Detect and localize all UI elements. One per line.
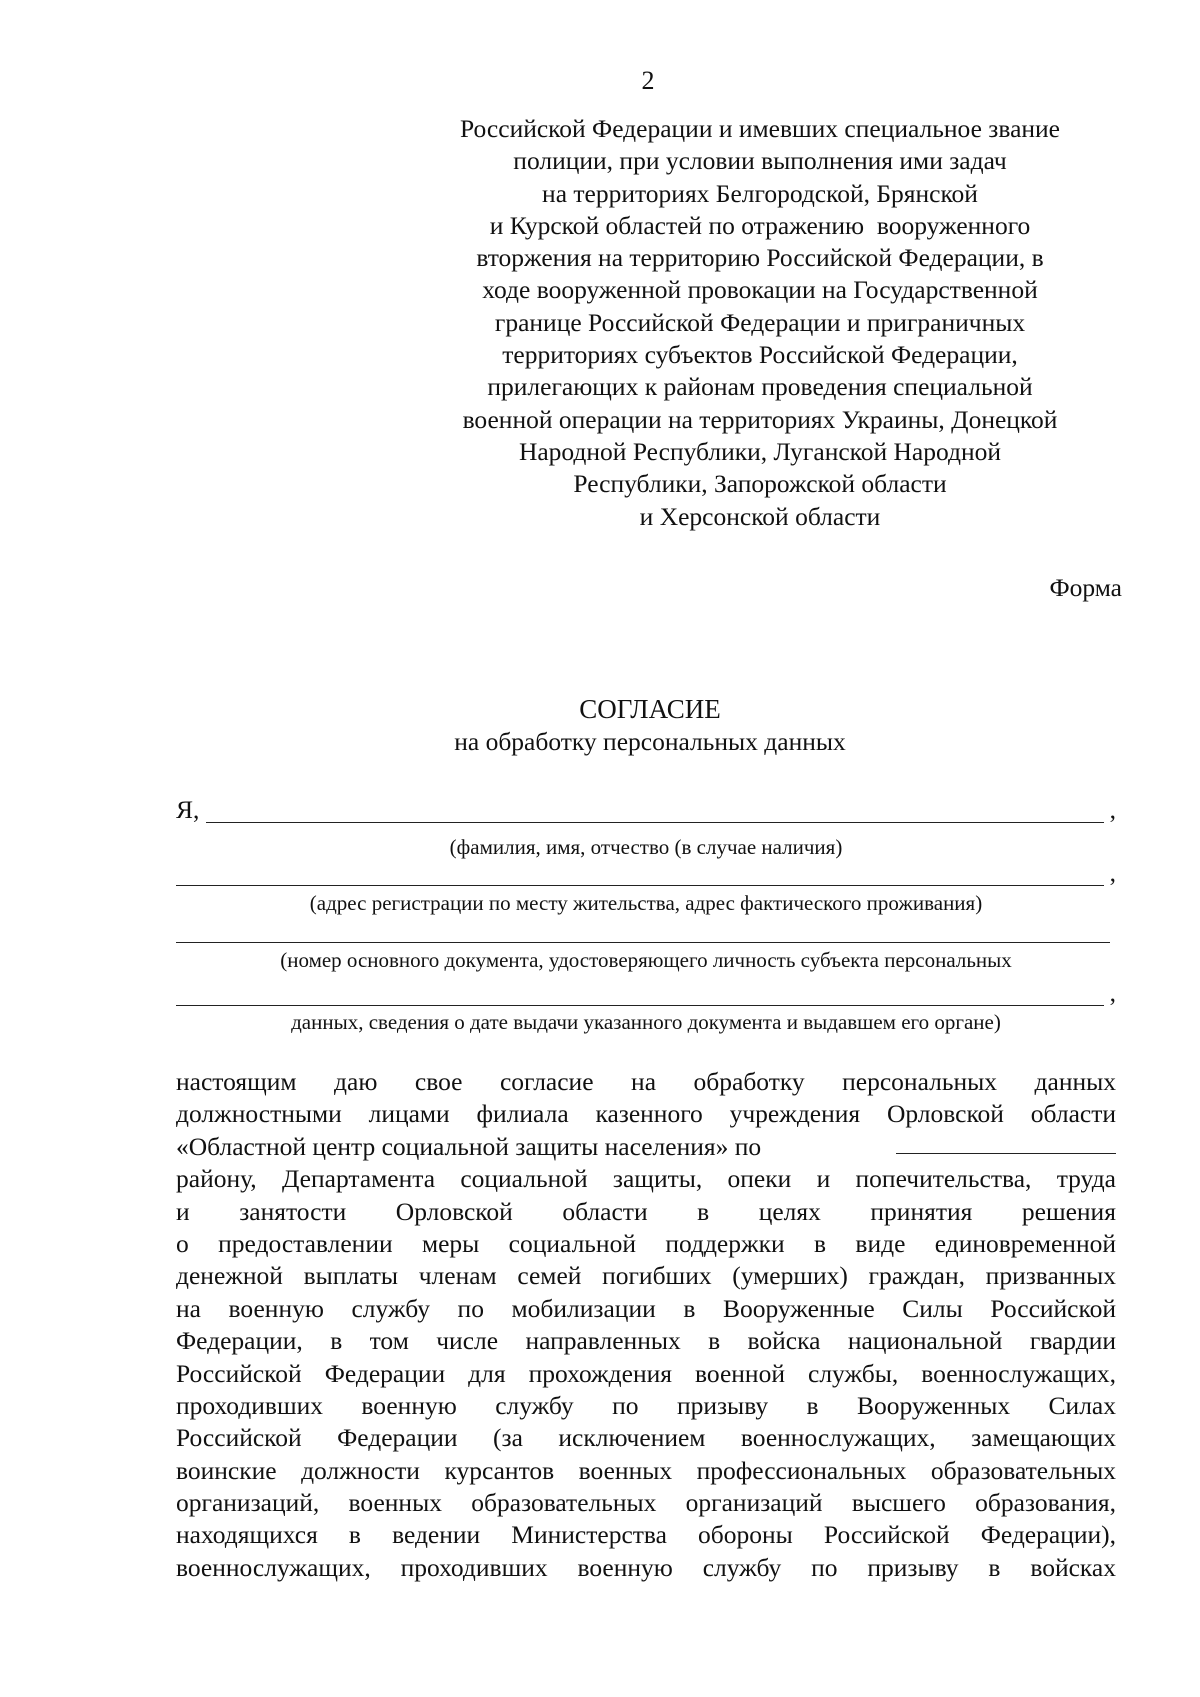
header-line: и Курской областей по отражению вооруженного	[489, 210, 1031, 240]
body-word: Орловской	[395, 1196, 513, 1226]
document-field[interactable]	[176, 915, 1116, 945]
body-line: военнослужащих, проходивших военную службу по призыву в войсках	[176, 1552, 1116, 1582]
body-line: Российской Федерации для прохождения военной службы, военнослужащих,	[176, 1358, 1116, 1388]
district-blank[interactable]	[896, 1131, 1116, 1154]
header-line: и Херсонской области	[639, 501, 881, 531]
body-line	[176, 1196, 1116, 1228]
body-word: решения	[1021, 1196, 1116, 1226]
header-line: полиции, при условии выполнения ими задач	[513, 146, 1007, 176]
header-line: ходе вооруженной провокации на Государственной	[482, 275, 1038, 305]
address-blank-line[interactable]	[176, 885, 1104, 886]
body-word: целях	[758, 1196, 821, 1226]
header-line: вторжения на территорию Российской Федерации, в	[476, 243, 1044, 273]
body-line: Федерации, в том числе направленных в войска национальной гвардии	[176, 1326, 1116, 1356]
fio-prefix: Я,	[176, 795, 200, 824]
document-title: СОГЛАСИЕ	[579, 694, 721, 724]
fio-blank-line[interactable]	[206, 822, 1104, 823]
header-line: Народной Республики, Луганской Народной	[518, 436, 1002, 466]
body-line: должностными лицами филиала казенного учреждения Орловской области	[176, 1099, 1116, 1129]
body-line: Российской Федерации (за исключением военнослужащих, замещающих	[176, 1423, 1116, 1453]
document-caption-1: (номер основного документа, удостоверяющего личность субъекта персональных	[280, 948, 1012, 972]
document-blank-line[interactable]	[176, 942, 1110, 943]
document-comma: ,	[1109, 978, 1116, 1007]
body-word: области	[562, 1196, 648, 1226]
header-line: на территориях Белгородской, Брянской	[542, 178, 978, 208]
address-comma: ,	[1109, 858, 1116, 887]
document-caption-2: данных, сведения о дате выдачи указанного документа и выдавшем его органе)	[291, 1010, 1001, 1034]
header-line: прилегающих к районам проведения специальной	[487, 372, 1033, 402]
body-line: денежной выплаты членам семей погибших (умерших) граждан, призванных	[176, 1261, 1116, 1291]
consent-body	[176, 1066, 1116, 1584]
body-line: проходивших военную службу по призыву в Вооруженных Силах	[176, 1390, 1116, 1420]
body-word: принятия	[870, 1196, 973, 1226]
body-line: настоящим даю свое согласие на обработку персональных данных	[176, 1067, 1116, 1096]
fio-comma: ,	[1109, 795, 1116, 824]
body-line: о предоставлении меры социальной поддержки в виде единовременной	[176, 1228, 1116, 1258]
document-blank-line-2[interactable]	[176, 1005, 1104, 1006]
body-word: в	[697, 1196, 710, 1226]
body-line: району, Департамента социальной защиты, опеки и попечительства, труда	[176, 1164, 1116, 1194]
fio-caption: (фамилия, имя, отчество (в случае наличия)	[449, 835, 843, 859]
header-line: Российской Федерации и имевших специальное звание	[460, 114, 1060, 143]
document-field-2[interactable]	[176, 978, 1116, 1008]
body-line: организаций, военных образовательных организаций высшего образования,	[176, 1488, 1116, 1518]
body-word: и	[176, 1196, 190, 1226]
address-caption: (адрес регистрации по месту жительства, адрес фактического проживания)	[309, 891, 983, 915]
fio-field[interactable]	[176, 795, 1116, 825]
page-number: 2	[641, 66, 655, 95]
body-word: занятости	[239, 1196, 347, 1226]
body-line: на военную службу по мобилизации в Вооруженные Силы Российской	[176, 1293, 1116, 1323]
body-line	[176, 1131, 1116, 1163]
body-line: воинские должности курсантов военных профессиональных образовательных	[176, 1455, 1116, 1485]
address-field[interactable]	[176, 858, 1116, 888]
header-block	[420, 113, 1100, 533]
body-line-text: «Областной центр социальной защиты населения» по	[176, 1131, 762, 1161]
form-label: Форма	[1049, 573, 1122, 602]
header-line: территориях субъектов Российской Федерации,	[502, 340, 1018, 370]
body-line: находящихся в ведении Министерства обороны Российской Федерации),	[176, 1520, 1116, 1550]
document-subtitle: на обработку персональных данных	[454, 727, 846, 756]
header-line: Республики, Запорожской области	[573, 469, 947, 499]
header-line: военной операции на территориях Украины, Донецкой	[462, 404, 1058, 434]
header-line: границе Российской Федерации и приграничных	[494, 307, 1026, 337]
